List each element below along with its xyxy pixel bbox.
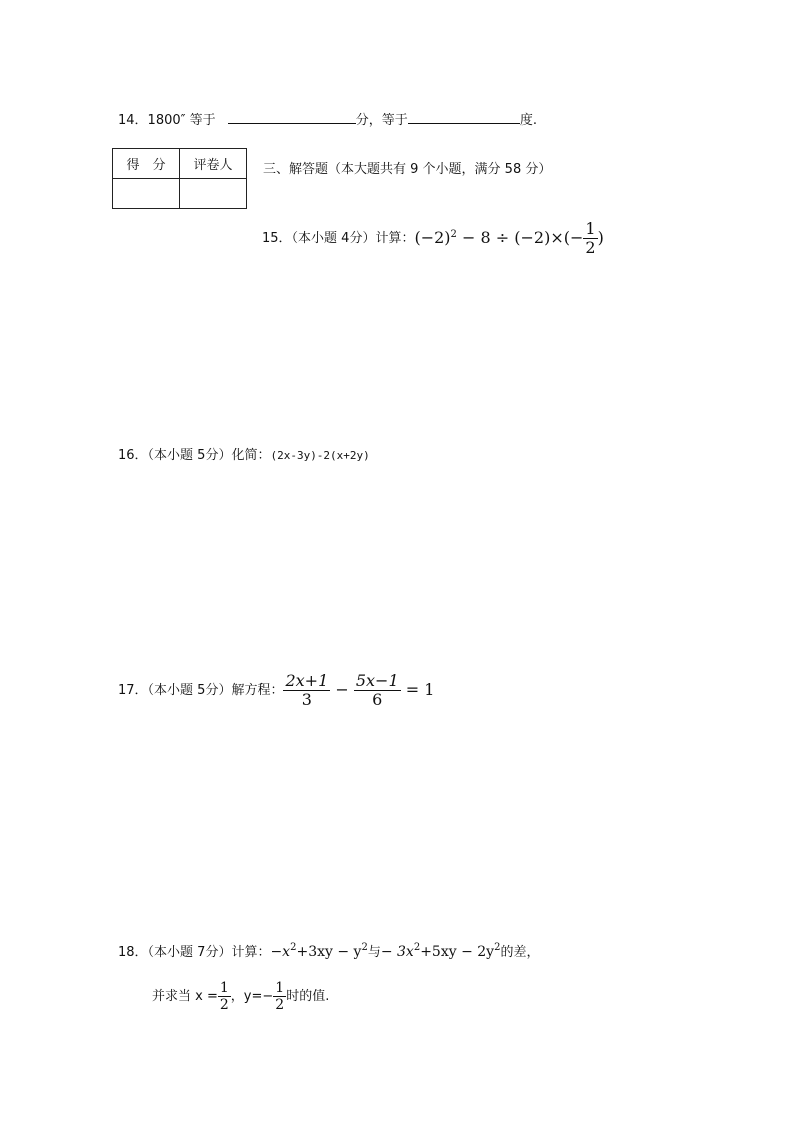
q18-with: 与	[367, 945, 381, 960]
q18-y-fraction	[273, 980, 286, 1013]
q14-unit-degrees: 度.	[519, 113, 537, 128]
q17-frac2-denominator: 6	[372, 690, 383, 710]
q18-line2-suffix: 时的值.	[286, 988, 330, 1004]
q14-number: 14．	[118, 113, 148, 128]
q18-x-denominator: 2	[219, 997, 229, 1014]
q16-prefix: 16．（本小题 5分）化简：	[118, 448, 271, 463]
q15-ops: − 8 ÷ (−2)×(−	[456, 228, 584, 248]
q18-x-fraction	[218, 980, 231, 1013]
q14-blank-degrees[interactable]	[408, 111, 520, 124]
question-17	[118, 672, 434, 710]
q16-expression: (2x-3y)-2(x+2y)	[270, 449, 370, 462]
q15-frac-denominator: 2	[585, 238, 596, 258]
question-18-line-2	[152, 980, 329, 1013]
section-title: 三、解答题（本大题共有 9 个小题，满分 58 分）	[263, 162, 552, 177]
grader-cell[interactable]	[180, 179, 247, 209]
q17-minus: −	[335, 680, 349, 700]
q14-equals: 等于	[189, 113, 216, 128]
q18-expr2-a: − 3x	[380, 944, 414, 960]
grader-header: 评卷人	[180, 149, 247, 179]
q18-line2-prefix: 并求当 x =	[152, 988, 218, 1004]
q18-expression-1	[270, 944, 367, 960]
q15-exponent: 2	[450, 229, 457, 241]
q18-exp-2: 2	[361, 942, 368, 953]
q18-expr1-b: +3xy − y	[296, 944, 362, 960]
question-14	[118, 111, 537, 127]
q14-value: 1800″	[147, 113, 186, 128]
q14-blank-minutes[interactable]	[228, 111, 356, 124]
question-18	[118, 944, 539, 961]
q14-unit-minutes: 分，等于	[355, 113, 408, 128]
q18-y-denominator: 2	[275, 997, 285, 1014]
q17-frac2-numerator: 5x−1	[355, 671, 399, 690]
q18-diff: 的差，	[500, 945, 540, 960]
q17-equation	[283, 671, 435, 710]
question-15	[262, 220, 604, 258]
score-table	[112, 148, 247, 209]
q17-frac1-numerator: 2x+1	[285, 671, 329, 690]
score-header: 得 分	[113, 149, 180, 179]
q17-rhs: = 1	[405, 680, 435, 700]
q17-fraction-2	[354, 672, 401, 710]
q17-fraction-1	[283, 672, 330, 710]
q18-exp-1: 2	[290, 942, 297, 953]
q17-prefix: 17．（本小题 5分）解方程：	[118, 683, 284, 699]
q15-expression	[414, 219, 604, 258]
q18-prefix: 18．（本小题 7分）计算：	[118, 945, 271, 960]
q18-expression-2	[381, 944, 501, 960]
q18-exp-4: 2	[494, 942, 501, 953]
q15-base: (−2)	[414, 228, 451, 248]
q15-frac-numerator: 1	[585, 219, 596, 238]
q18-expr1-a: −x	[270, 944, 291, 960]
score-cell[interactable]	[113, 179, 180, 209]
q18-x-numerator: 1	[219, 980, 229, 996]
q18-exp-3: 2	[413, 942, 421, 953]
q15-fraction	[583, 220, 597, 258]
question-16	[118, 449, 370, 462]
q18-y-prefix: ，y=−	[230, 988, 274, 1004]
q17-frac1-denominator: 3	[301, 690, 312, 710]
q15-prefix: 15．（本小题 4分）计算：	[262, 231, 415, 247]
q18-y-numerator: 1	[275, 980, 285, 996]
q18-expr2-b: +5xy − 2y	[420, 944, 495, 960]
q15-close-paren: )	[597, 228, 604, 248]
